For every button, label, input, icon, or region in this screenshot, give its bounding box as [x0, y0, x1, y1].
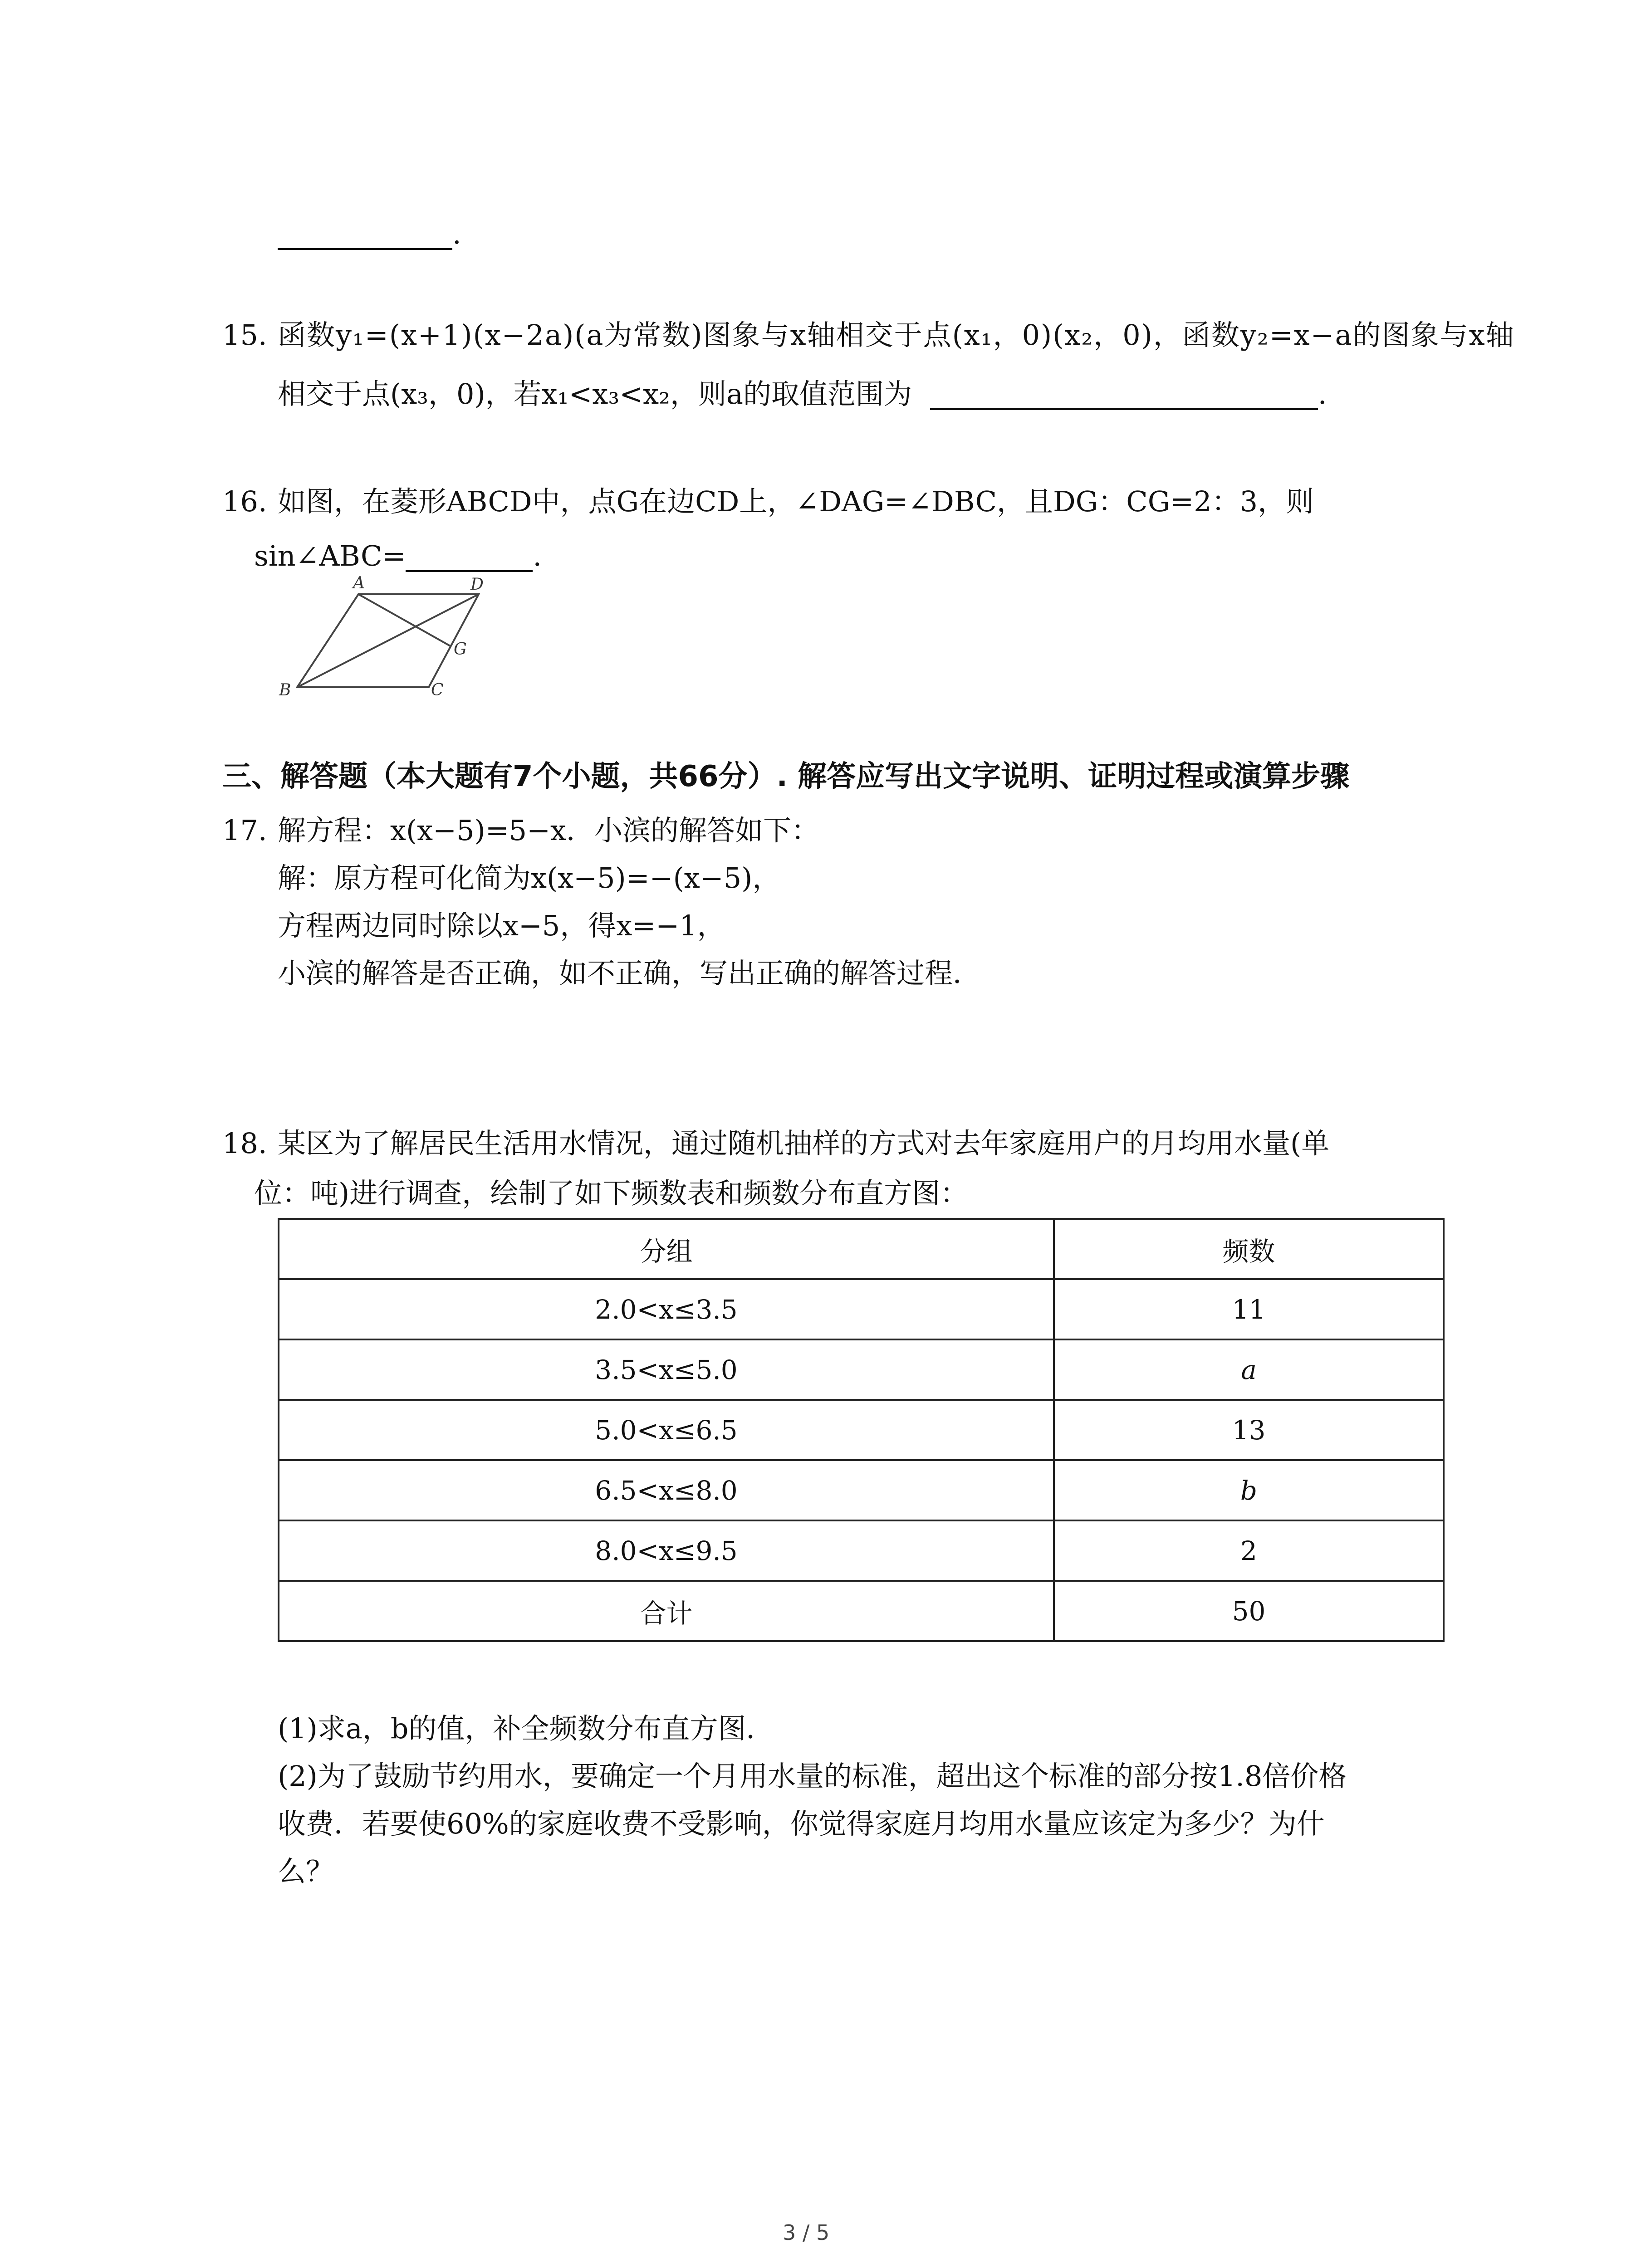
q18-number: 18.: [222, 1127, 267, 1160]
table-header-row: [279, 1219, 1444, 1279]
section3-heading: 三、解答题（本大题有7个小题，共66分）. 解答应写出文字说明、证明过程或演算步骤: [222, 760, 1350, 793]
table-row: [279, 1279, 1444, 1339]
q14-blank[interactable]: [278, 220, 452, 250]
cell-group: 2.0<x≤3.5: [279, 1279, 1054, 1339]
q16-line2: sin∠ABC=: [254, 539, 406, 572]
table-row: [279, 1460, 1444, 1520]
cell-frequency: 13: [1054, 1400, 1444, 1460]
diagonal-bd: [297, 594, 479, 687]
cell-group: 6.5<x≤8.0: [279, 1460, 1054, 1520]
label-d: D: [470, 575, 484, 594]
q18-part2-line1: (2)为了鼓励节约用水，要确定一个月用水量的标准，超出这个标准的部分按1.8倍价格: [278, 1760, 1347, 1793]
cell-frequency: b: [1054, 1460, 1444, 1520]
q17-line3: 方程两边同时除以x−5，得x=−1，: [278, 909, 725, 942]
q15-line2: 相交于点(x₃，0)，若x₁<x₃<x₂，则a的取值范围为: [278, 377, 912, 411]
q16-blank[interactable]: [406, 542, 533, 572]
label-g: G: [454, 640, 467, 659]
header-frequency: 频数: [1054, 1219, 1444, 1279]
q14-answer-line: [278, 217, 461, 250]
label-c: C: [431, 681, 444, 699]
table-total-row: [279, 1581, 1444, 1641]
cell-group: 3.5<x≤5.0: [279, 1339, 1054, 1400]
table-row: [279, 1339, 1444, 1400]
q15-number: 15.: [222, 318, 267, 352]
q18-line1: 某区为了解居民生活用水情况，通过随机抽样的方式对去年家庭用户的月均用水量(单: [278, 1127, 1330, 1160]
cell-total-label: 合计: [279, 1581, 1054, 1641]
label-a: A: [353, 574, 365, 592]
q16-suffix: .: [533, 539, 542, 572]
q16-line1: 如图，在菱形ABCD中，点G在边CD上，∠DAG=∠DBC，且DG：CG=2：3，则: [278, 485, 1314, 518]
q18-part2-line2: 收费．若要使60%的家庭收费不受影响，你觉得家庭月均用水量应该定为多少？为什: [278, 1807, 1325, 1840]
cell-total-value: 50: [1054, 1581, 1444, 1641]
header-group: 分组: [279, 1219, 1054, 1279]
q16-line2-wrap: [254, 539, 542, 572]
cell-frequency: a: [1054, 1339, 1444, 1400]
q17-line4: 小滨的解答是否正确，如不正确，写出正确的解答过程．: [278, 957, 981, 990]
q18-line2: 位：吨)进行调查，绘制了如下频数表和频数分布直方图：: [254, 1177, 969, 1210]
q14-suffix: .: [452, 217, 461, 250]
cell-group: 8.0<x≤9.5: [279, 1520, 1054, 1581]
frequency-table: [278, 1218, 1445, 1642]
q17-line1: 解方程：x(x−5)=5−x．小滨的解答如下：: [278, 814, 820, 847]
q15-suffix: .: [1318, 377, 1327, 411]
q16-number: 16.: [222, 485, 267, 518]
cell-frequency: 11: [1054, 1279, 1444, 1339]
q15-line1: 函数y₁=(x+1)(x−2a)(a为常数)图象与x轴相交于点(x₁，0)(x₂，0)，函数y₂=x−a的图象与x轴: [278, 318, 1515, 352]
q17-line2: 解：原方程可化简为x(x−5)=−(x−5)，: [278, 861, 781, 894]
table-row: [279, 1520, 1444, 1581]
cell-frequency: 2: [1054, 1520, 1444, 1581]
table-row: [279, 1400, 1444, 1460]
q15-blank[interactable]: [930, 380, 1318, 410]
q18-part1: (1)求a，b的值，补全频数分布直方图．: [278, 1712, 774, 1745]
q15-line2-wrap: [278, 377, 1327, 411]
rhombus-figure: [272, 574, 508, 705]
page-number: 3 / 5: [783, 2220, 830, 2245]
q17-number: 17.: [222, 814, 267, 847]
label-b: B: [279, 681, 291, 699]
cell-group: 5.0<x≤6.5: [279, 1400, 1054, 1460]
q18-part2-line3: 么？: [278, 1855, 334, 1888]
segment-ag: [358, 594, 451, 646]
